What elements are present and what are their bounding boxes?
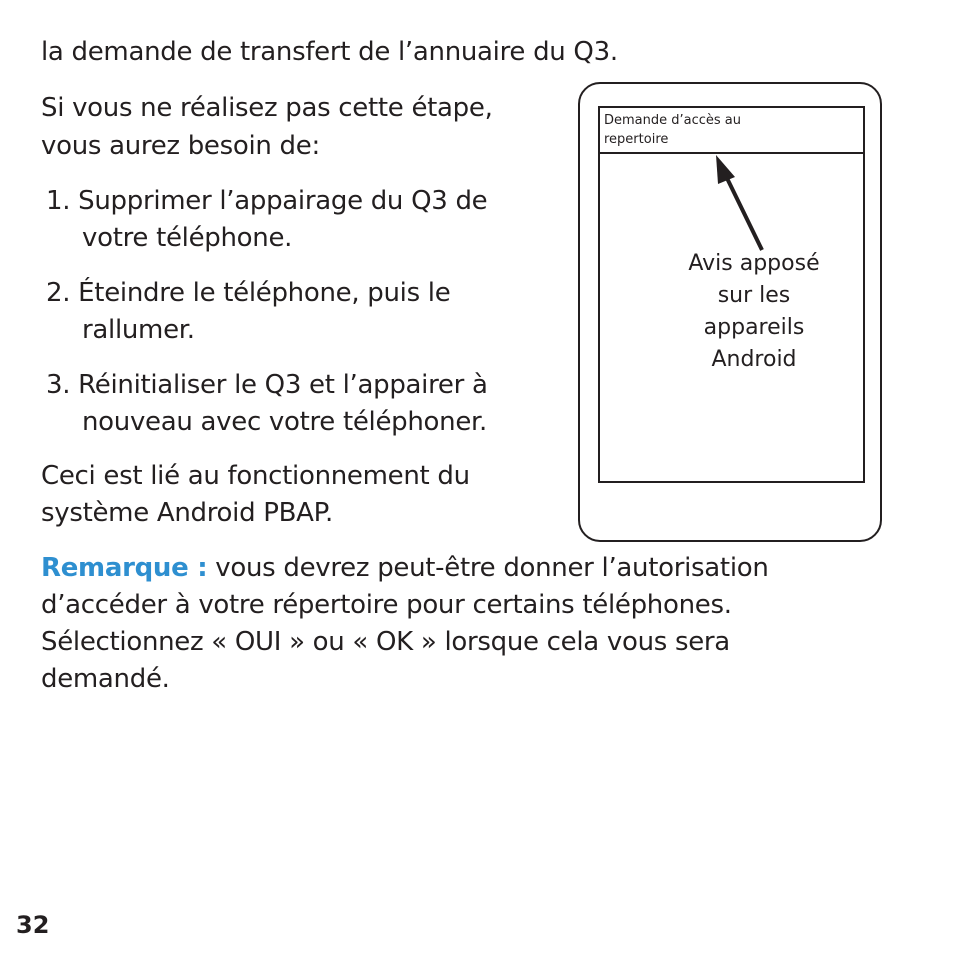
remark-line-1: [41, 553, 769, 583]
callout-line-3: appareils: [703, 315, 805, 340]
remark-line-2: d’accéder à votre répertoire pour certains téléphones.: [41, 590, 732, 620]
callout-line-2: sur les: [717, 283, 791, 308]
android-note-line-1: Ceci est lié au fonctionnement du: [41, 461, 470, 491]
step-1: 1. Supprimer l’appairage du Q3 de: [46, 186, 488, 216]
notification-bar: [600, 108, 863, 154]
intro-line-3: vous aurez besoin de:: [41, 131, 320, 161]
remark-text-1: vous devrez peut-être donner l’autorisation: [207, 553, 769, 583]
remark-label: Remarque :: [41, 553, 208, 583]
remark-line-4: demandé.: [41, 664, 170, 694]
step-3: 3. Réinitialiser le Q3 et l’appairer à: [46, 370, 488, 400]
intro-line-1: la demande de transfert de l’annuaire du Q3.: [41, 37, 618, 67]
page-number: 32: [16, 911, 50, 939]
remark-line-3: Sélectionnez « OUI » ou « OK » lorsque cela vous sera: [41, 627, 730, 657]
step-3-continuation: nouveau avec votre téléphoner.: [82, 407, 488, 437]
android-note-line-2: système Android PBAP.: [41, 498, 333, 528]
step-2-continuation: rallumer.: [82, 315, 195, 345]
callout-line-4: Android: [711, 347, 797, 372]
callout-line-1: Avis apposé: [688, 251, 820, 276]
step-1-continuation: votre téléphone.: [82, 223, 293, 253]
step-2: 2. Éteindre le téléphone, puis le: [46, 278, 451, 308]
android-callout: [674, 248, 834, 376]
notification-text: Demande d’accès au repertoire: [604, 113, 742, 147]
intro-line-2: Si vous ne réalisez pas cette étape,: [41, 93, 493, 123]
